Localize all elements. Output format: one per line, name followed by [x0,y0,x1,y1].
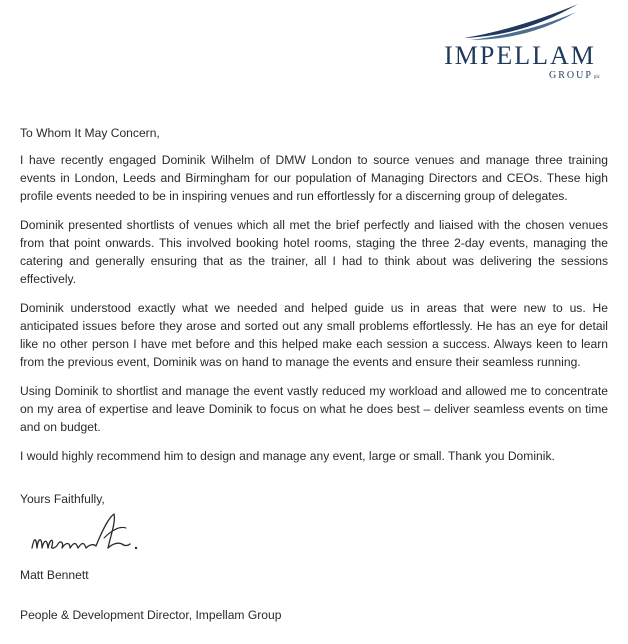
paragraph-4: Using Dominik to shortlist and manage the event vastly reduced my workload and allowed me to concentrate on my area of expertise and leave Dominik to focus on what he does best – deliver seamless events on time and on budget. [20,384,608,434]
paragraph-3: Dominik understood exactly what we needed and helped guide us in areas that were new to us. He anticipated issues before they arose and sorted out any small problems effortlessly. He has an eye for detail like no other person I have met before and this helped make each session a success. Always keen to learn from the previous event, Dominik was on hand to manage the events and ensure their seamless running. [20,301,608,369]
company-logo [420,2,620,86]
handwritten-signature [28,508,158,560]
letter-body [20,124,608,476]
logo-group-label: GROUPplc [548,70,600,81]
paragraph-5: I would highly recommend him to design and manage any event, large or small. Thank you Dominik. [20,449,555,463]
closing: Yours Faithfully, [20,492,105,506]
paragraph-1: I have recently engaged Dominik Wilhelm of DMW London to source venues and manage three training events in London, Leeds and Birmingham for our population of Managing Directors and CEOs. These high profile events needed to be in inspiring venues and run effortlessly for a discerning group of delegates. [20,153,608,203]
paragraph-2: Dominik presented shortlists of venues which all met the brief perfectly and liaised with the chosen venues from that point onwards. This involved booking hotel rooms, staging the three 2-day events, managing the catering and generally ensuring that as the trainer, all I had to think about was delivering the sessions effectively. [20,218,608,286]
swoosh-logo-icon [460,2,580,42]
signatory-title: People & Development Director, Impellam Group [20,608,282,622]
logo-wordmark: IMPELLAM [444,41,596,70]
salutation: To Whom It May Concern, [20,126,160,140]
signatory-name: Matt Bennett [20,568,89,582]
